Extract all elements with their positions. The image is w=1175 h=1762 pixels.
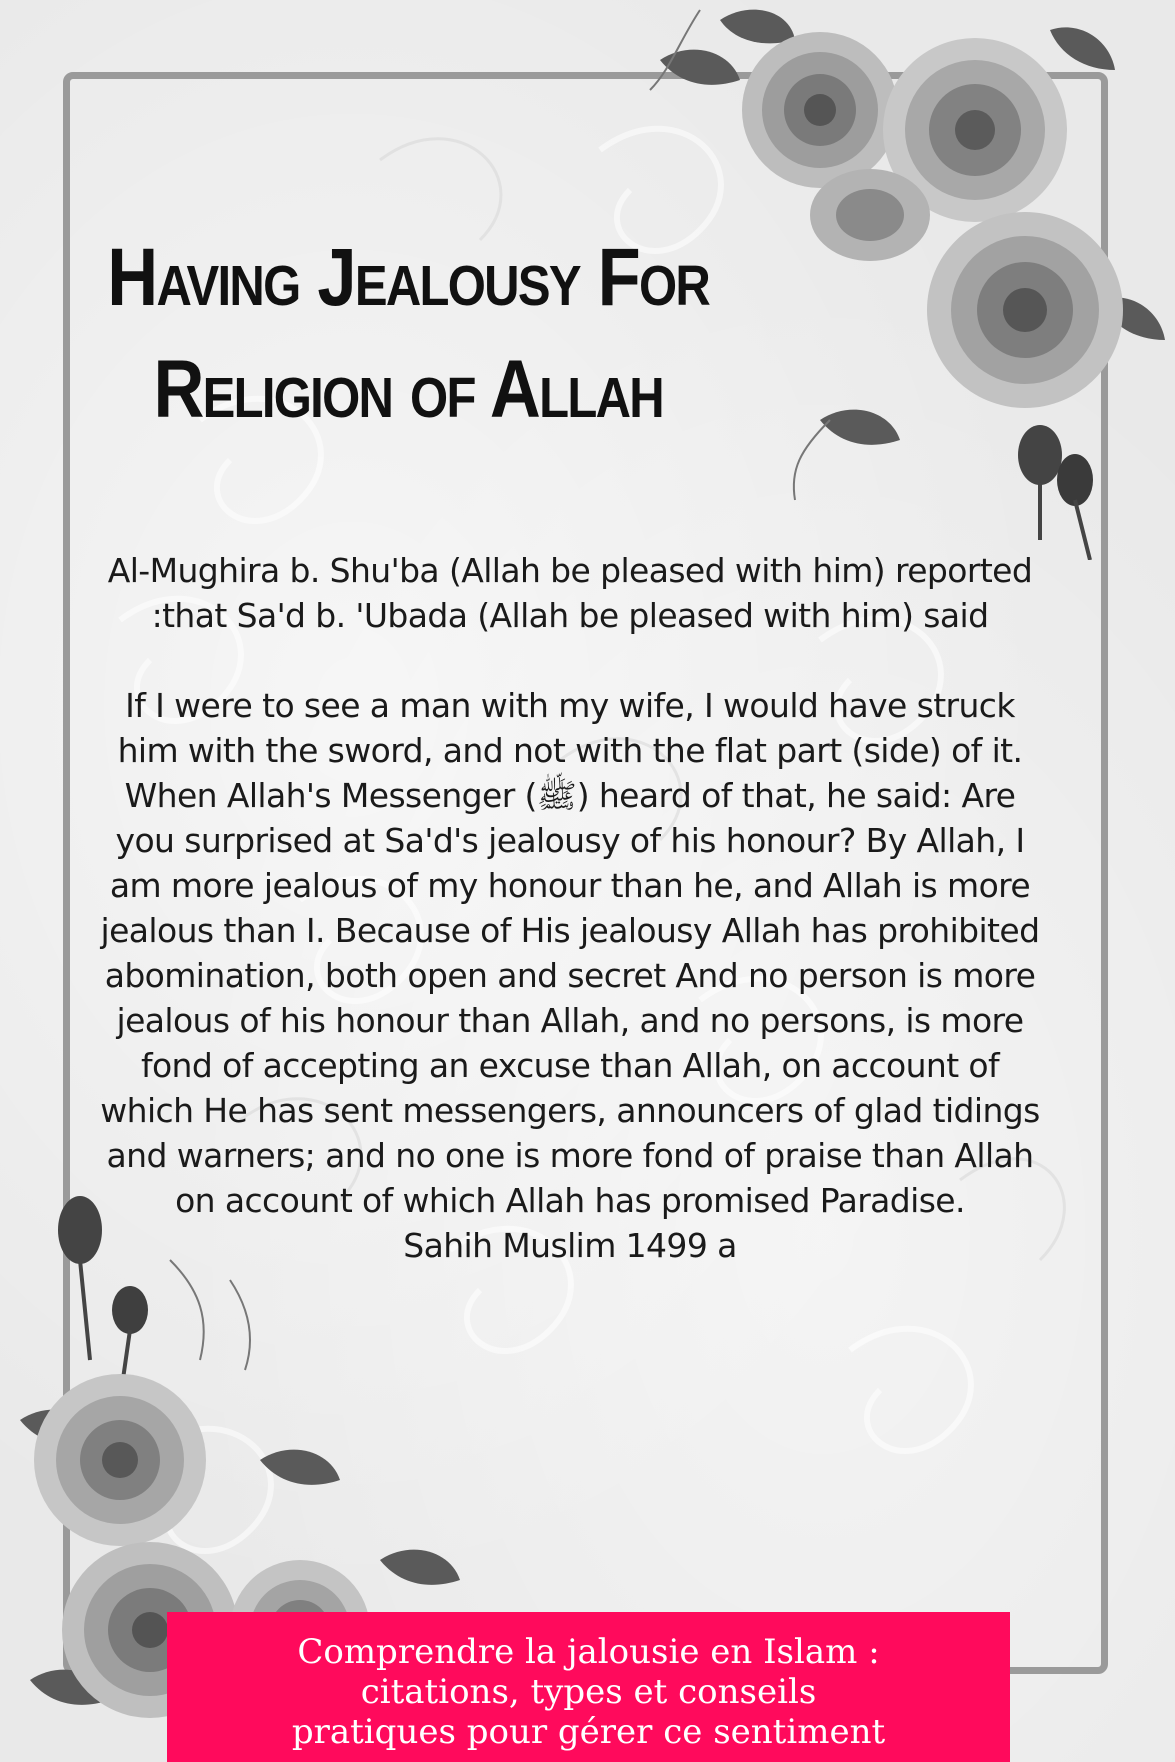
intro-line-1: Al-Mughira b. Shu'ba (Allah be pleased with him) reported (107, 551, 1033, 590)
hadith-line: jealous than I. Because of His jealousy Allah has prohibited (100, 911, 1040, 950)
page-title (90, 222, 726, 446)
hadith-line: If I were to see a man with my wife, I would have struck (125, 686, 1015, 725)
hadith-line: which He has sent messengers, announcers of glad tidings (100, 1091, 1040, 1130)
hadith-line: When Allah's Messenger (ﷺ) heard of that, he said: Are (124, 776, 1016, 815)
hadith-line: him with the sword, and not with the flat part (side) of it. (117, 731, 1023, 770)
hadith-line: am more jealous of my honour than he, and Allah is more (109, 866, 1031, 905)
hadith-line: fond of accepting an excuse than Allah, on account of (140, 1046, 1000, 1085)
hadith-source: Sahih Muslim 1499 a (403, 1226, 737, 1265)
hadith-line: jealous of his honour than Allah, and no persons, is more (116, 1001, 1024, 1040)
banner-line-2: citations, types et conseils (360, 1672, 817, 1712)
banner-line-3: pratiques pour gérer ce sentiment (291, 1712, 886, 1752)
title-line-1: Having Jealousy For (107, 232, 710, 323)
hadith-line: abomination, both open and secret And no person is more (104, 956, 1036, 995)
banner-line-1: Comprendre la jalousie en Islam : (297, 1632, 880, 1672)
hadith-line: you surprised at Sa'd's jealousy of his honour? By Allah, I (115, 821, 1025, 860)
article-title-banner[interactable] (167, 1612, 1010, 1762)
hadith-line: and warners; and no one is more fond of praise than Allah (106, 1136, 1034, 1175)
title-line-2: Religion of Allah (153, 344, 663, 435)
hadith-text-block (80, 548, 1060, 1268)
hadith-line: on account of which Allah has promised Paradise. (175, 1181, 965, 1220)
intro-line-2: :that Sa'd b. 'Ubada (Allah be pleased with him) said (151, 596, 989, 635)
